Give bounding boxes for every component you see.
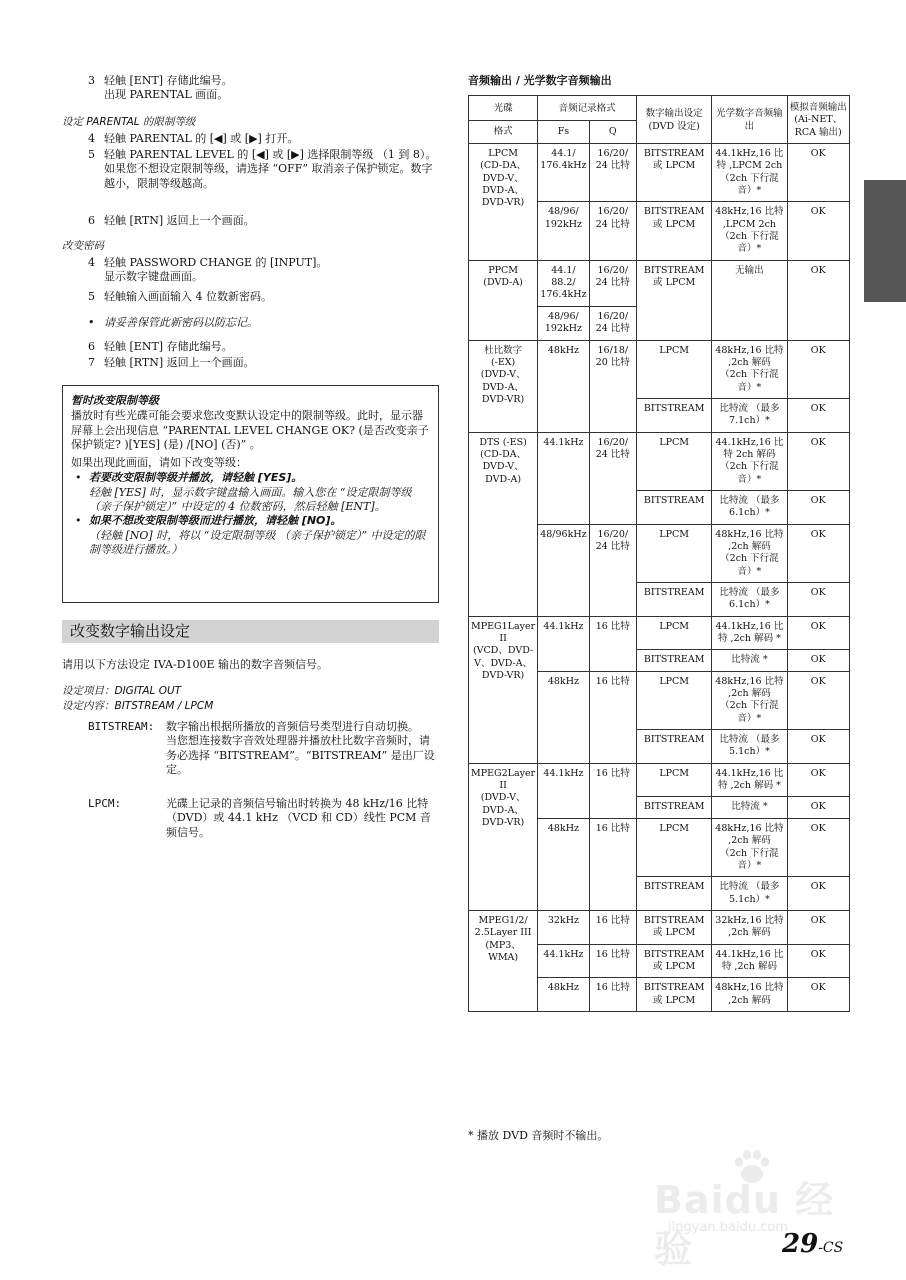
cell-analog-output: OK — [787, 978, 850, 1012]
cell-optical-output: 44.1kHz,16 比特 ,2ch 解码 * — [712, 763, 787, 797]
header-analog: 模拟音频输出 (Ai-NET、RCA 输出) — [787, 96, 850, 144]
table-footnote: * 播放 DVD 音频时不输出。 — [468, 1129, 609, 1142]
cell-analog-output: OK — [787, 763, 850, 797]
step-text: 轻触 [RTN] 返回上一个画面。 — [104, 356, 255, 369]
cell-digital-setting: LPCM — [636, 524, 711, 582]
step-5-parental-level — [88, 148, 438, 191]
cell-fs: 48/96/ 192kHz — [538, 306, 589, 340]
section-title-digital-output: 改变数字输出设定 — [62, 620, 439, 643]
header-disc: 光碟 — [469, 96, 538, 121]
table-row — [469, 763, 850, 797]
cell-disc-format: LPCM (CD-DA、DVD-V、DVD-A、DVD-VR) — [469, 144, 538, 261]
header-digital-setting: 数字输出设定 (DVD 设定) — [636, 96, 711, 144]
cell-optical-output: 48kHz,16 比特 ,LPCM 2ch （2ch 下行混音）* — [712, 202, 787, 260]
cell-disc-format: DTS (-ES) (CD-DA、DVD-V、DVD-A) — [469, 432, 538, 616]
cell-fs: 48kHz — [538, 671, 589, 763]
cell-fs: 48kHz — [538, 978, 589, 1012]
header-rec-format: 音频记录格式 — [538, 96, 637, 121]
cell-digital-setting: BITSTREAM 或 LPCM — [636, 944, 711, 978]
cell-optical-output: 48kHz,16 比特 ,2ch 解码 （2ch 下行混音）* — [712, 671, 787, 729]
cell-digital-setting: BITSTREAM 或 LPCM — [636, 260, 711, 340]
page-number-value: 29 — [782, 1229, 819, 1259]
cell-optical-output: 44.1kHz,16 比特 2ch 解码 （2ch 下行混音）* — [712, 432, 787, 490]
table-row — [469, 432, 850, 490]
table-row — [469, 144, 850, 202]
cell-q: 16/20/ 24 比特 — [589, 260, 636, 306]
step-text: 轻触 PARENTAL 的 [◀] 或 [▶] 打开。 — [104, 132, 299, 145]
cell-fs: 48kHz — [538, 818, 589, 910]
table-header-row — [469, 96, 850, 121]
bullet-dot: • — [88, 316, 95, 329]
cell-analog-output: OK — [787, 260, 850, 340]
cell-q: 16 比特 — [589, 763, 636, 818]
setting-content: 设定内容：BITSTREAM / LPCM — [62, 700, 214, 712]
cell-fs: 44.1kHz — [538, 763, 589, 818]
cell-optical-output: 48kHz,16 比特 ,2ch 解码 （2ch 下行混音）* — [712, 524, 787, 582]
cell-q: 16/20/ 24 比特 — [589, 524, 636, 616]
cell-analog-output: OK — [787, 398, 850, 432]
setting-item: 设定项目：DIGITAL OUT — [62, 685, 182, 697]
cell-disc-format: PPCM (DVD-A) — [469, 260, 538, 340]
cell-digital-setting: LPCM — [636, 818, 711, 876]
bullet-yes-head: 若要改变限制等级并播放，请轻触 [YES]。 — [89, 471, 303, 485]
cell-disc-format: MPEG1/2/ 2.5Layer III (MP3、WMA) — [469, 910, 538, 1011]
cell-optical-output: 32kHz,16 比特 ,2ch 解码 — [712, 910, 787, 944]
table-row — [469, 910, 850, 944]
note-paragraph-2: 如果出现此画面，请如下改变等级： — [71, 456, 247, 470]
table-title: 音频输出 / 光学数字音频输出 — [468, 74, 612, 87]
step-number: 4 — [88, 256, 95, 269]
step-text: 轻触 [ENT] 存储此编号。 — [104, 340, 233, 353]
cell-optical-output: 44.1kHz,16 比特 ,2ch 解码 * — [712, 616, 787, 650]
page-suffix: -CS — [818, 1240, 844, 1256]
step-number: 5 — [88, 290, 95, 303]
cell-q: 16/20/ 24 比特 — [589, 432, 636, 524]
cell-optical-output: 无输出 — [712, 260, 787, 340]
cell-digital-setting: BITSTREAM — [636, 490, 711, 524]
step-number: 5 — [88, 148, 95, 161]
cell-analog-output: OK — [787, 671, 850, 729]
cell-digital-setting: BITSTREAM — [636, 650, 711, 671]
cell-digital-setting: LPCM — [636, 671, 711, 729]
cell-analog-output: OK — [787, 650, 850, 671]
cell-optical-output: 44.1kHz,16 比特 ,2ch 解码 — [712, 944, 787, 978]
cell-fs: 48/96kHz — [538, 524, 589, 616]
cell-fs: 44.1/ 88.2/ 176.4kHz — [538, 260, 589, 306]
step-subtext: 出现 PARENTAL 画面。 — [104, 88, 229, 102]
table-row — [469, 260, 850, 306]
cell-disc-format: 杜比数字 (-EX) (DVD-V、DVD-A、DVD-VR) — [469, 340, 538, 432]
bullet-yes-body: 轻触 [YES] 时，显示数字键盘输入画面。输入您在 “设定限制等级 （亲子保护锁定）” 中设定的 4 位数密码，然后轻触 [ENT]。 — [89, 485, 412, 514]
cell-analog-output: OK — [787, 730, 850, 764]
watermark-brand: Baidu 经验 — [654, 1178, 835, 1272]
cell-analog-output: OK — [787, 202, 850, 260]
step-number: 6 — [88, 340, 95, 353]
cell-analog-output: OK — [787, 490, 850, 524]
step-number: 7 — [88, 356, 95, 369]
step-7-return — [88, 356, 438, 370]
note-title: 暂时改变限制等级 — [71, 394, 159, 407]
cell-fs: 44.1kHz — [538, 944, 589, 978]
step-text: 轻触 [ENT] 存储此编号。 — [104, 74, 233, 87]
step-5-enter-password — [88, 290, 438, 304]
cell-analog-output: OK — [787, 524, 850, 582]
cell-optical-output: 比特流 （最多 6.1ch）* — [712, 490, 787, 524]
header-q: Q — [589, 121, 636, 144]
side-tab-marker — [864, 180, 906, 302]
step-6-return — [88, 214, 438, 228]
cell-analog-output: OK — [787, 340, 850, 398]
step-text: 轻触输入画面输入 4 位数新密码。 — [104, 290, 272, 303]
cell-optical-output: 48kHz,16 比特 ,2ch 解码 （2ch 下行混音）* — [712, 818, 787, 876]
cell-analog-output: OK — [787, 797, 850, 818]
def-value: 光碟上记录的音频信号输出时转换为 48 kHz/16 比特 （DVD）或 44.1 kHz （VCD 和 CD）线性 PCM 音频信号。 — [166, 797, 431, 839]
step-number: 6 — [88, 214, 95, 227]
cell-disc-format: MPEG1Layer II (VCD、DVD-V、DVD-A、DVD-VR) — [469, 616, 538, 763]
cell-analog-output: OK — [787, 877, 850, 911]
header-fs: Fs — [538, 121, 589, 144]
cell-q: 16/18/ 20 比特 — [589, 340, 636, 432]
cell-optical-output: 48kHz,16 比特 ,2ch 解码 （2ch 下行混音）* — [712, 340, 787, 398]
cell-optical-output: 44.1kHz,16 比特 ,LPCM 2ch （2ch 下行混音）* — [712, 144, 787, 202]
cell-q: 16/20/ 24 比特 — [589, 306, 636, 340]
step-text: 轻触 [RTN] 返回上一个画面。 — [104, 214, 255, 227]
def-key: LPCM: — [88, 797, 122, 810]
step-3-store — [88, 74, 438, 103]
cell-optical-output: 比特流 * — [712, 650, 787, 671]
note-text: 请妥善保管此新密码以防忘记。 — [104, 316, 258, 329]
cell-q: 16 比特 — [589, 978, 636, 1012]
cell-q: 16 比特 — [589, 910, 636, 944]
temporary-change-note-box — [62, 385, 439, 603]
header-format: 格式 — [469, 121, 538, 144]
cell-fs: 32kHz — [538, 910, 589, 944]
def-lpcm — [88, 797, 440, 840]
cell-fs: 44.1kHz — [538, 432, 589, 524]
cell-digital-setting: BITSTREAM 或 LPCM — [636, 202, 711, 260]
cell-digital-setting: BITSTREAM 或 LPCM — [636, 144, 711, 202]
cell-analog-output: OK — [787, 616, 850, 650]
heading-change-password: 改变密码 — [62, 240, 104, 252]
cell-fs: 48/96/ 192kHz — [538, 202, 589, 260]
table-row — [469, 340, 850, 398]
cell-digital-setting: LPCM — [636, 340, 711, 398]
cell-q: 16/20/ 24 比特 — [589, 144, 636, 202]
cell-optical-output: 比特流 （最多 6.1ch）* — [712, 583, 787, 617]
watermark-url: jingyan.baidu.com — [668, 1220, 788, 1235]
cell-digital-setting: BITSTREAM — [636, 730, 711, 764]
cell-digital-setting: BITSTREAM 或 LPCM — [636, 978, 711, 1012]
cell-analog-output: OK — [787, 910, 850, 944]
cell-optical-output: 比特流 * — [712, 797, 787, 818]
cell-q: 16/20/ 24 比特 — [589, 202, 636, 260]
cell-optical-output: 48kHz,16 比特 ,2ch 解码 — [712, 978, 787, 1012]
cell-q: 16 比特 — [589, 818, 636, 910]
cell-digital-setting: BITSTREAM 或 LPCM — [636, 910, 711, 944]
step-subtext: 显示数字键盘画面。 — [104, 270, 203, 284]
cell-analog-output: OK — [787, 583, 850, 617]
cell-analog-output: OK — [787, 144, 850, 202]
cell-fs: 44.1kHz — [538, 616, 589, 671]
cell-analog-output: OK — [787, 944, 850, 978]
step-text: 轻触 PARENTAL LEVEL 的 [◀] 或 [▶] 选择限制等级 （1 到 8）。 — [104, 148, 437, 161]
cell-analog-output: OK — [787, 432, 850, 490]
note-bullet-yes: • 若要改变限制等级并播放，请轻触 [YES]。 轻触 [YES] 时，显示数字键盘输入画面。输入您在 “设定限制等级 （亲子保护锁定）” 中设定的 4 位数密码，然后轻触 [ENT]。 — [71, 471, 430, 514]
cell-q: 16 比特 — [589, 944, 636, 978]
note-paragraph-1: 播放时有些光碟可能会要求您改变默认设定中的限制等级。此时，显示器屏幕上会出现信息 “PARENTAL LEVEL CHANGE OK? (是否改变亲子保护锁定? )[YES] (是) /[NO] (否)” 。 — [71, 409, 429, 451]
step-subtext: 如果您不想设定限制等级，请选择 “OFF” 取消亲子保护锁定。数字越小，限制等级越高。 — [104, 162, 433, 190]
cell-digital-setting: LPCM — [636, 763, 711, 797]
cell-q: 16 比特 — [589, 616, 636, 671]
header-optical: 光学数字音频输出 — [712, 96, 787, 144]
cell-digital-setting: LPCM — [636, 616, 711, 650]
step-number: 3 — [88, 74, 95, 87]
cell-disc-format: MPEG2Layer II (DVD-V、DVD-A、DVD-VR) — [469, 763, 538, 910]
cell-digital-setting: BITSTREAM — [636, 583, 711, 617]
step-4-password-change — [88, 256, 438, 285]
page-number — [782, 1228, 843, 1262]
bullet-no-head: 如果不想改变限制等级而进行播放，请轻触 [NO]。 — [89, 514, 342, 528]
step-6-store — [88, 340, 438, 354]
cell-optical-output: 比特流 （最多 7.1ch）* — [712, 398, 787, 432]
audio-output-table — [468, 95, 850, 1012]
def-bitstream — [88, 720, 440, 777]
cell-fs: 48kHz — [538, 340, 589, 432]
def-key: BITSTREAM: — [88, 720, 155, 733]
def-value: 数字输出根据所播放的音频信号类型进行自动切换。 当您想连接数字音效处理器并播放杜比数字音频时，请务必选择 “BITSTREAM”。“BITSTREAM” 是出厂设定。 — [166, 720, 435, 776]
step-4-parental — [88, 132, 438, 146]
cell-q: 16 比特 — [589, 671, 636, 763]
bullet-no-body: （轻触 [NO] 时，将以 “设定限制等级 （亲子保护锁定）” 中设定的限制等级进行播放。） — [89, 528, 426, 556]
cell-digital-setting: BITSTREAM — [636, 797, 711, 818]
cell-analog-output: OK — [787, 818, 850, 876]
digital-intro: 请用以下方法设定 IVA-D100E 输出的数字音频信号。 — [62, 658, 329, 671]
table-body — [469, 144, 850, 1012]
heading-parental-level: 设定 PARENTAL 的限制等级 — [62, 116, 196, 128]
cell-digital-setting: BITSTREAM — [636, 398, 711, 432]
step-number: 4 — [88, 132, 95, 145]
note-keep-password — [88, 316, 438, 330]
cell-digital-setting: LPCM — [636, 432, 711, 490]
note-bullet-no: • 如果不想改变限制等级而进行播放，请轻触 [NO]。 （轻触 [NO] 时，将以 “设定限制等级 （亲子保护锁定）” 中设定的限制等级进行播放。） — [71, 514, 430, 557]
cell-optical-output: 比特流 （最多 5.1ch）* — [712, 877, 787, 911]
step-text: 轻触 PASSWORD CHANGE 的 [INPUT]。 — [104, 256, 328, 269]
cell-digital-setting: BITSTREAM — [636, 877, 711, 911]
cell-fs: 44.1/ 176.4kHz — [538, 144, 589, 202]
table-row — [469, 616, 850, 650]
cell-optical-output: 比特流 （最多 5.1ch）* — [712, 730, 787, 764]
